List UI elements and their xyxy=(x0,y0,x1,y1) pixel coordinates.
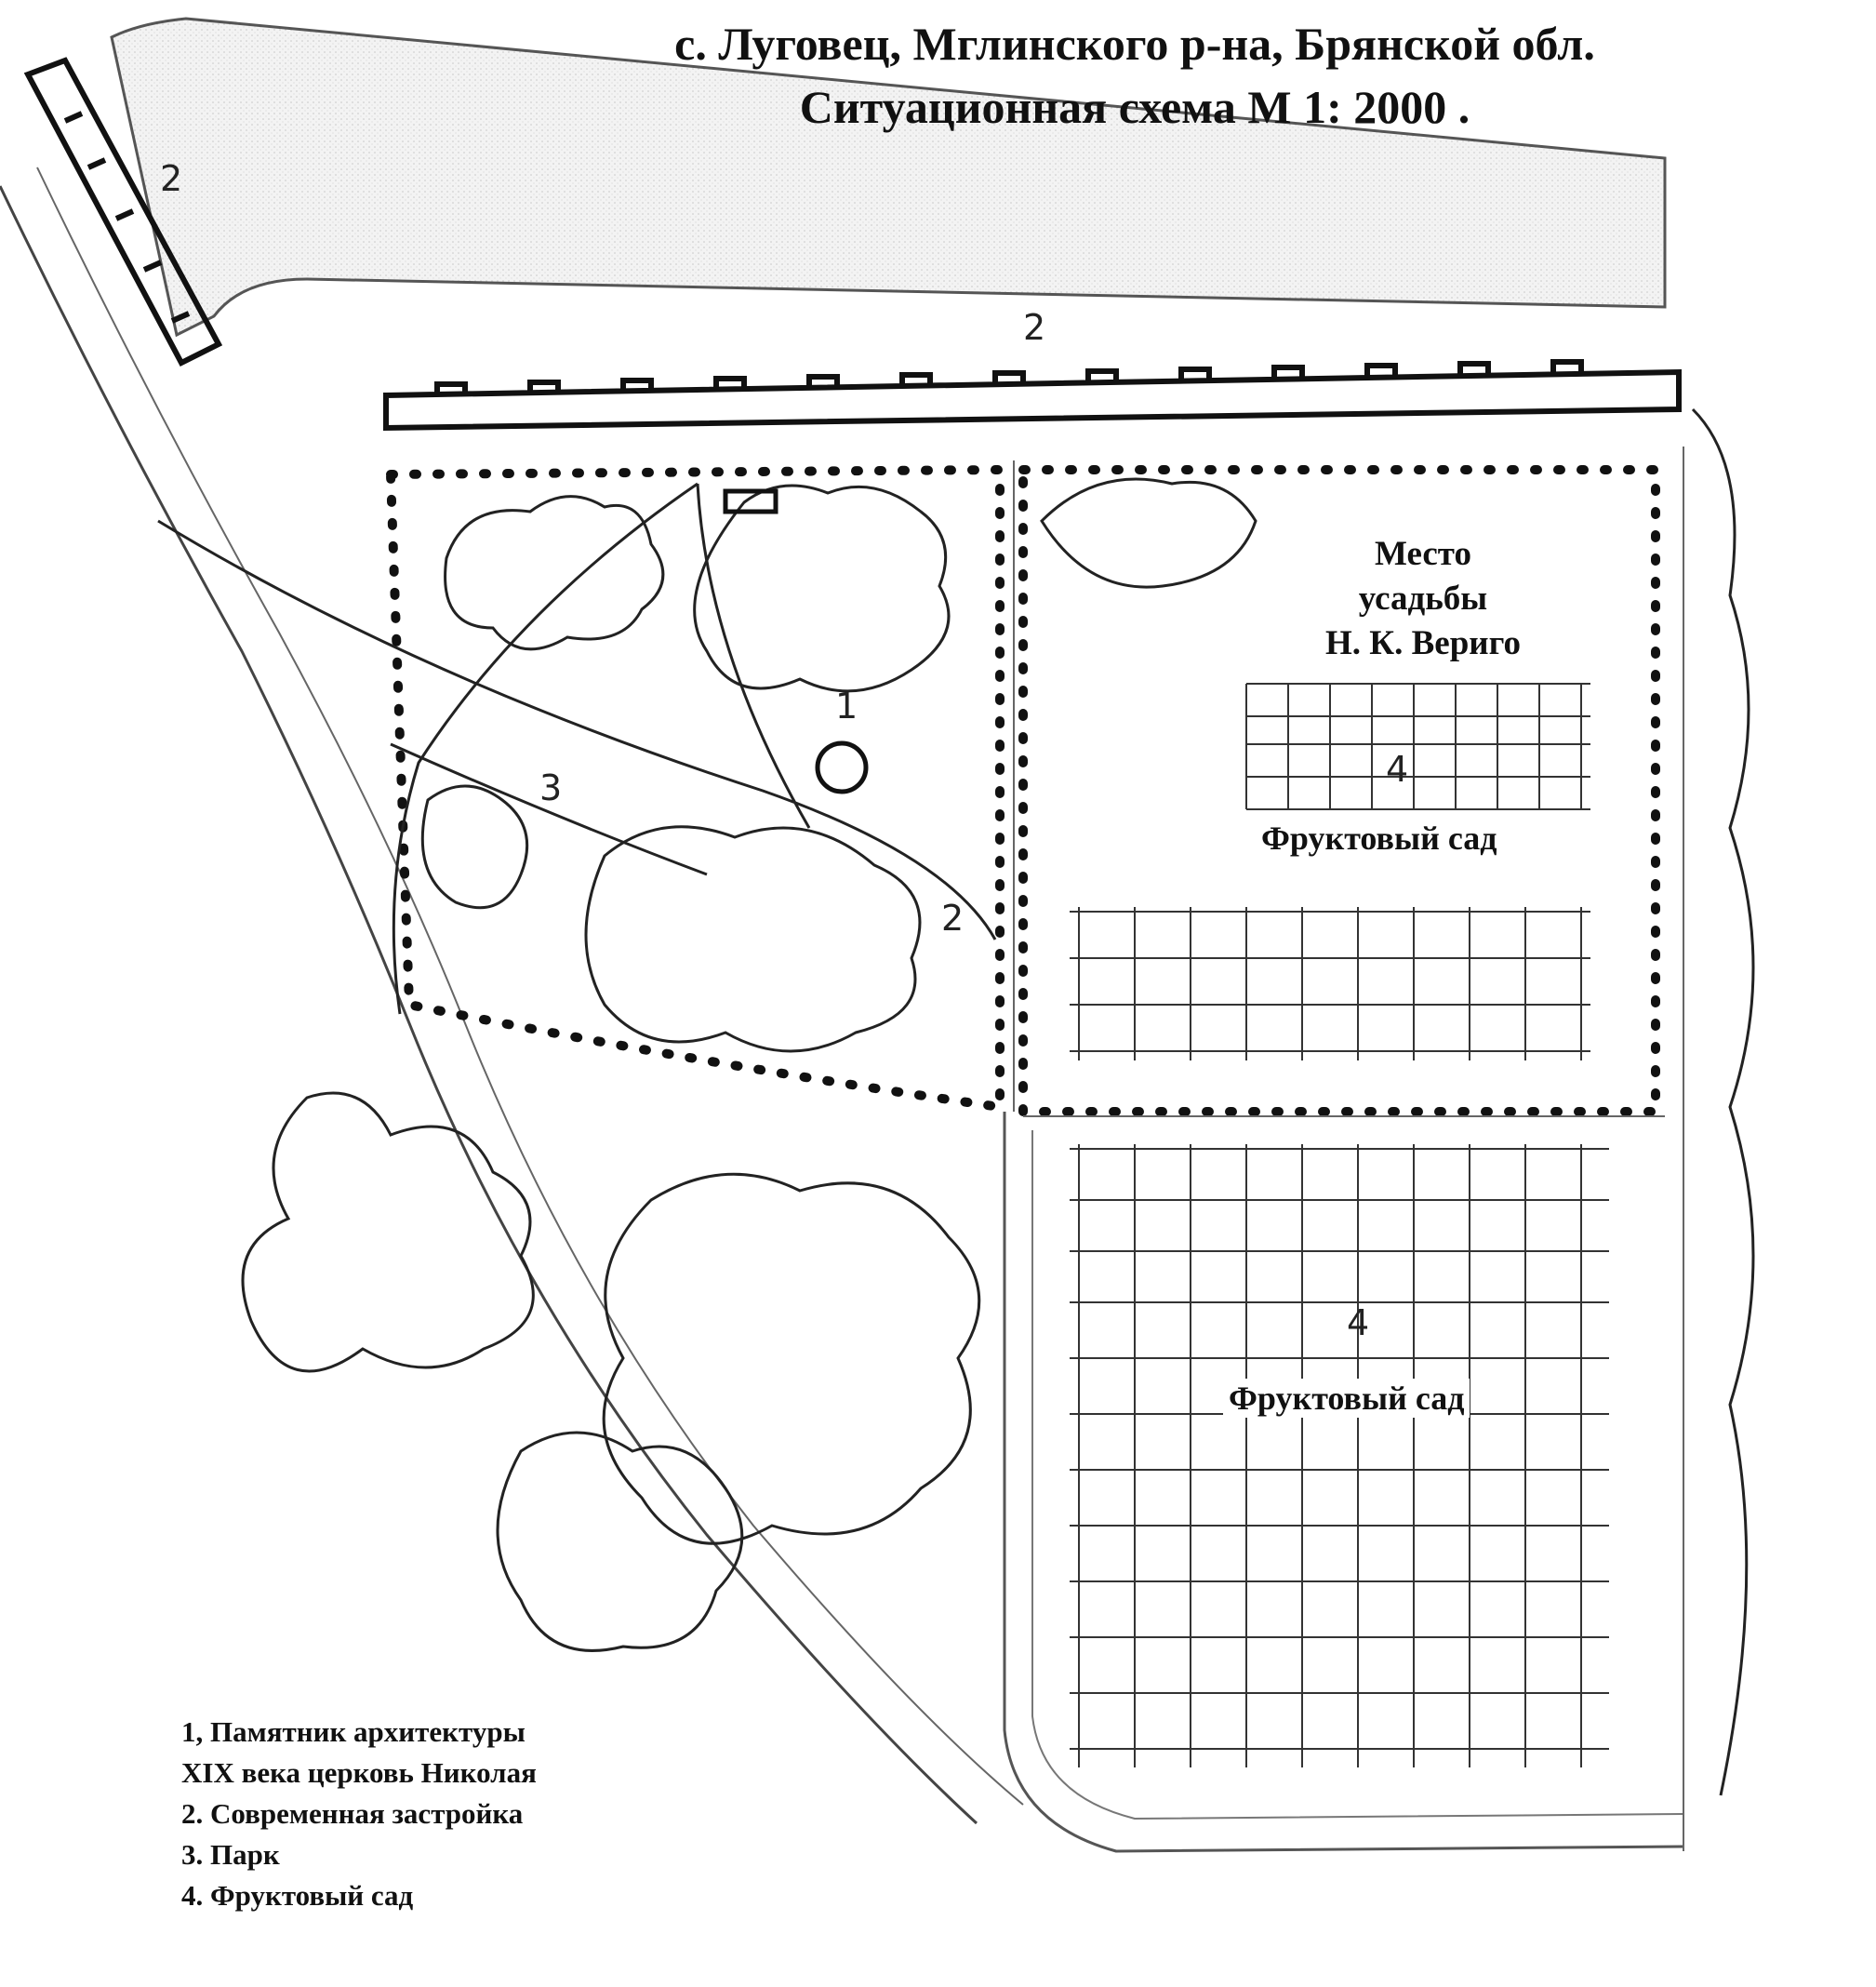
estate-label-line1: Место xyxy=(1375,535,1471,573)
legend-item-1b: XIX века церковь Николая xyxy=(181,1756,537,1789)
road-left-inner xyxy=(37,167,1023,1805)
legend-item-4: 4. Фруктовый сад xyxy=(181,1879,414,1912)
garden-label-bottom: Фруктовый сад xyxy=(1223,1379,1470,1418)
legend-item-1a: 1, Памятник архитектуры xyxy=(181,1715,526,1748)
map-title: с. Луговец, Мглинского р-на, Брянской обл. xyxy=(674,18,1595,70)
garden-grid-top xyxy=(1246,684,1590,809)
marker-garden-top: 4 xyxy=(1386,749,1409,790)
estate-label-line2: усадьбы xyxy=(1358,580,1488,618)
estate-label-line3: Н. К. Вериго xyxy=(1325,624,1521,662)
marker-building-left: 2 xyxy=(160,158,183,199)
marker-building-top: 2 xyxy=(1023,307,1046,348)
church-monument-icon xyxy=(818,743,866,792)
map-subtitle: Ситуационная схема М 1: 2000 . xyxy=(799,81,1470,133)
modern-building-top xyxy=(386,362,1679,428)
park-paths xyxy=(158,484,995,1014)
garden-grid-bottom xyxy=(1070,1144,1609,1767)
marker-park: 3 xyxy=(539,767,563,808)
marker-church: 1 xyxy=(835,686,858,727)
map-legend xyxy=(181,1712,537,1916)
estate-label xyxy=(1302,532,1544,666)
road-left xyxy=(0,186,977,1823)
garden-grid-middle xyxy=(1070,907,1590,1060)
legend-item-3: 3. Парк xyxy=(181,1838,280,1871)
marker-building-path: 2 xyxy=(941,898,965,939)
garden-label-top: Фруктовый сад xyxy=(1256,819,1502,858)
small-structure-icon xyxy=(725,491,776,512)
legend-item-2: 2. Современная застройка xyxy=(181,1797,524,1830)
marker-garden-bottom: 4 xyxy=(1347,1302,1370,1343)
